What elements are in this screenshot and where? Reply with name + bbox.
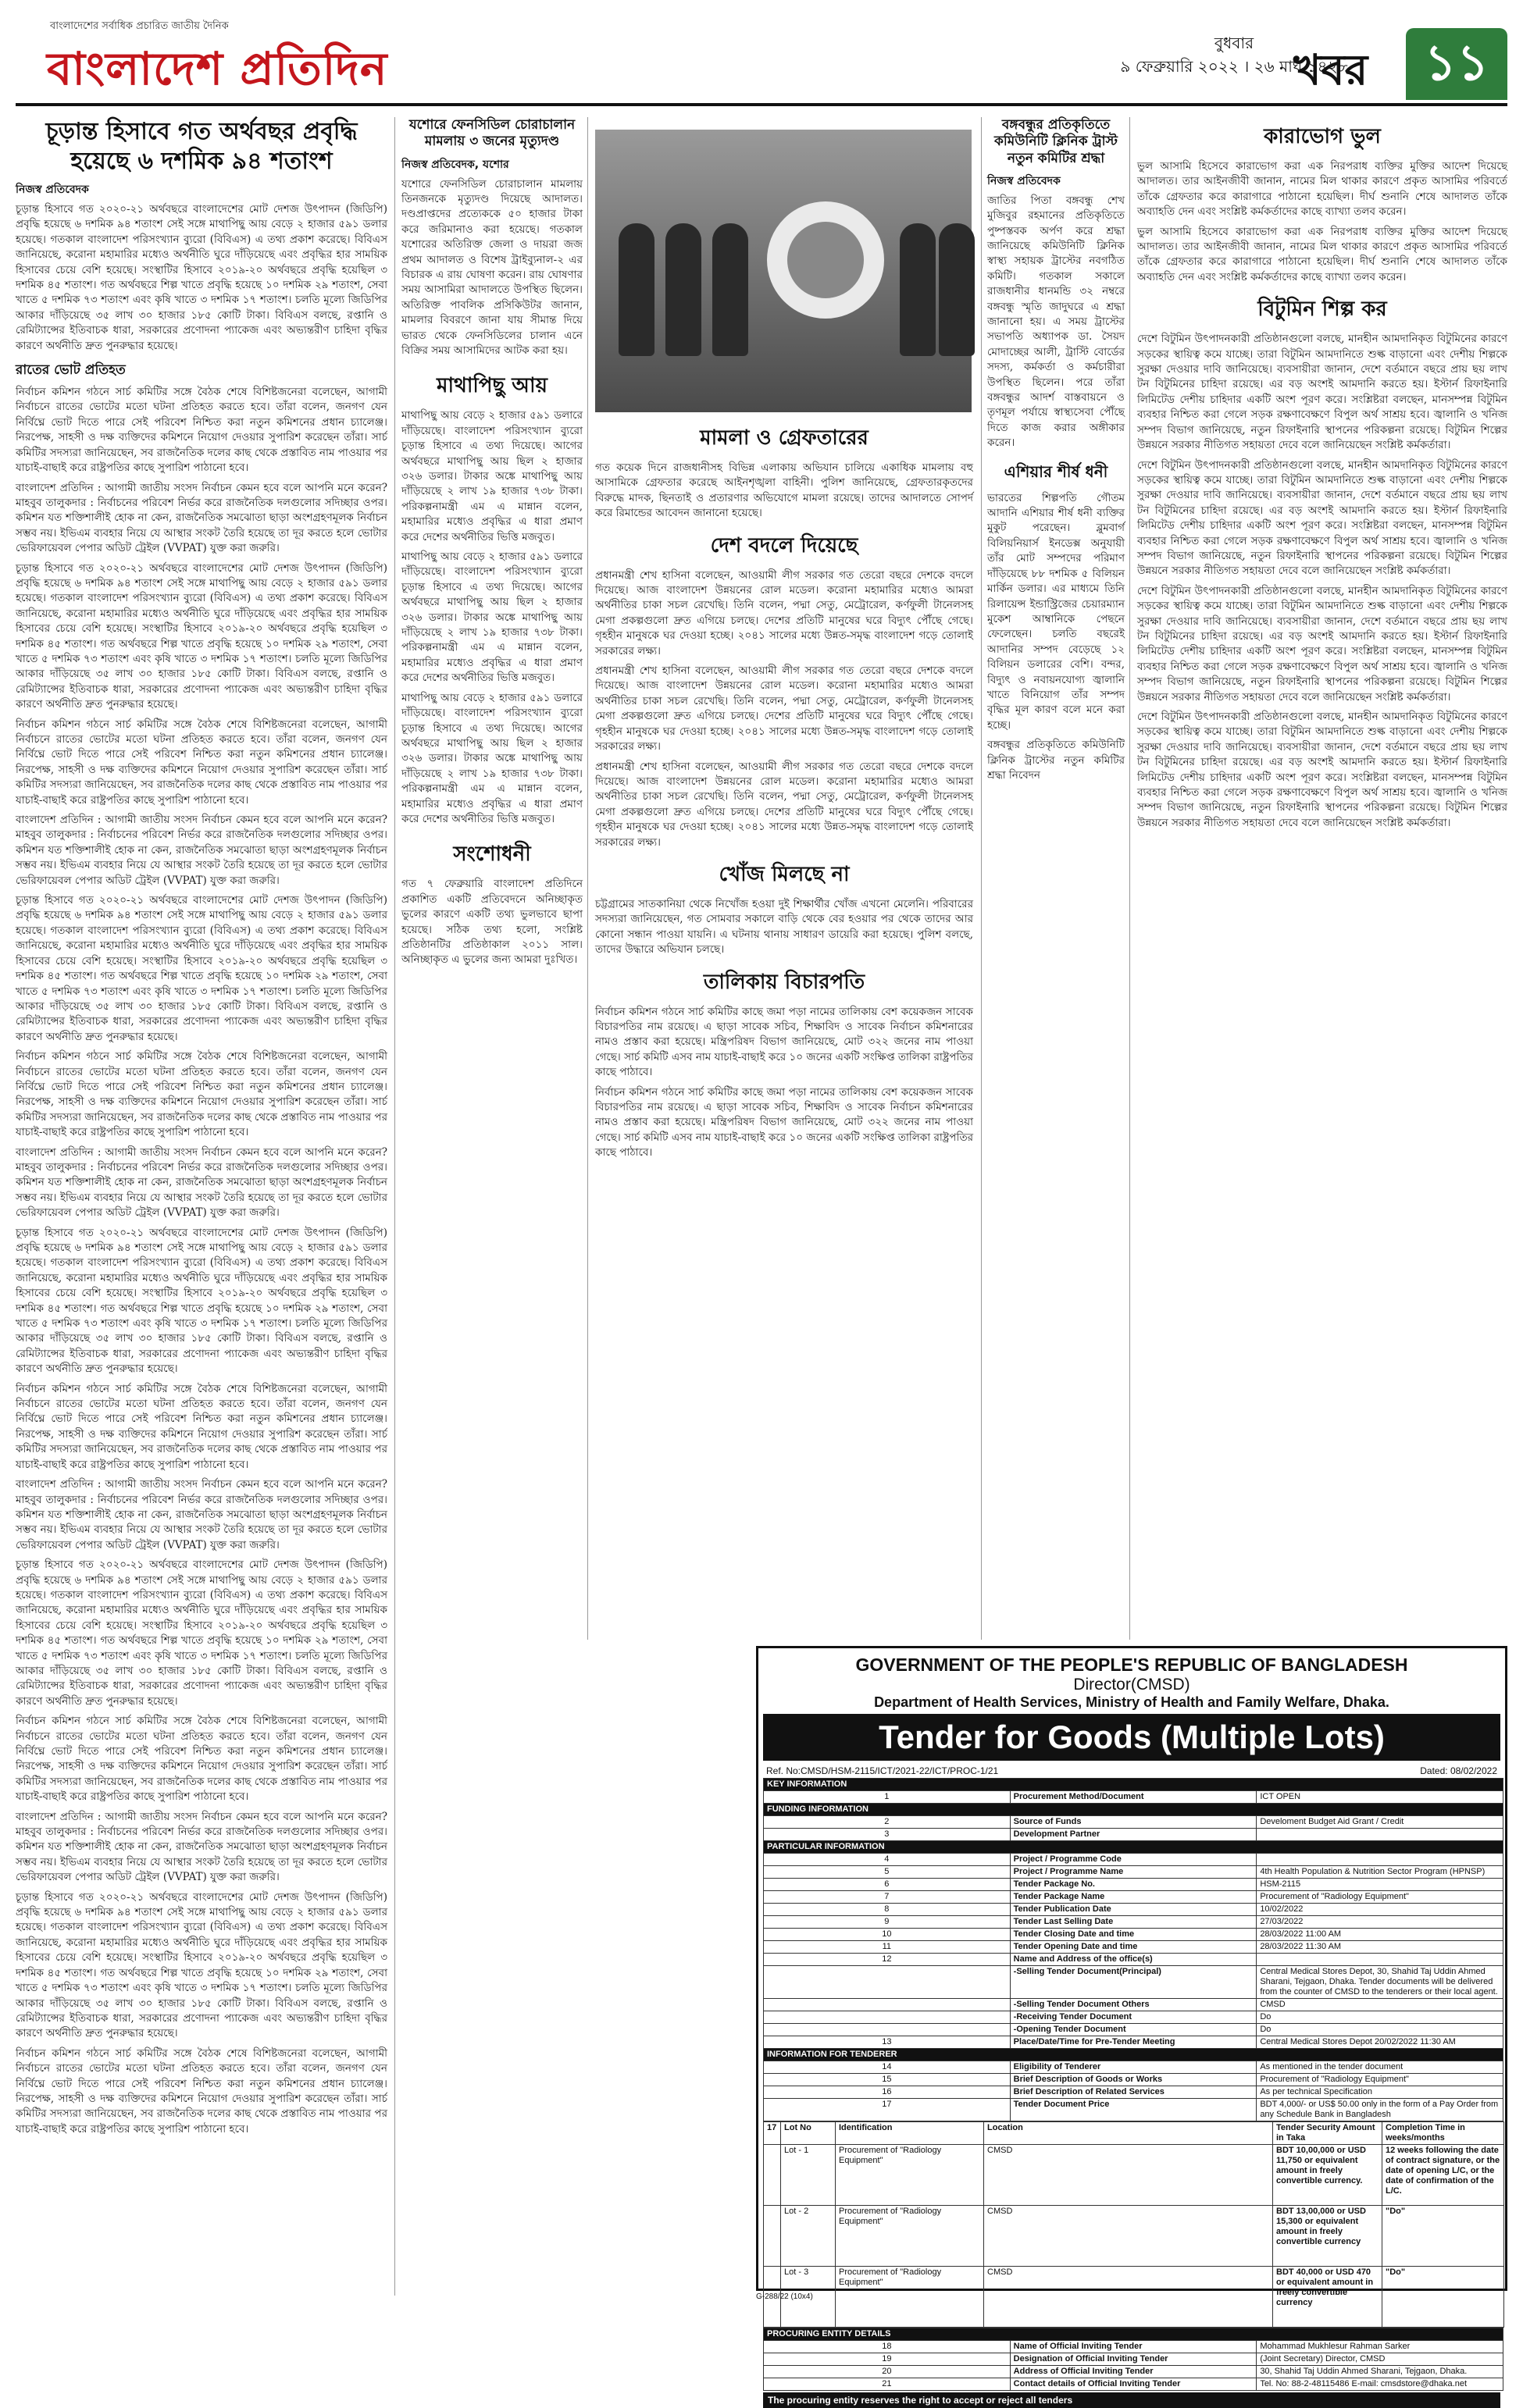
tender-row: [764, 1866, 1503, 1879]
tender-cell-n: 8: [764, 1904, 1011, 1916]
tender-cell-label: Procurement Method/Document: [1010, 1791, 1257, 1804]
masthead-tagline: বাংলাদেশের সর্বাধিক প্রচারিত জাতীয় দৈনিক: [50, 20, 229, 32]
headline-country: দেশ বদলে দিয়েছে: [710, 533, 858, 557]
tender-cell-value: Central Medical Stores Depot 20/02/2022 11:30 AM: [1257, 2036, 1503, 2049]
entity-row: [764, 2378, 1503, 2391]
tender-cell-n: 1: [764, 1791, 1011, 1804]
lot-row: [764, 2206, 1504, 2267]
tender-cell-label: Tender Closing Date and time: [1010, 1929, 1257, 1941]
photo-person: [939, 223, 975, 356]
tender-row: [764, 2036, 1503, 2049]
tender-section-row: [764, 1804, 1503, 1816]
tender-cell-n: 17: [764, 2099, 1011, 2121]
tender-cell-value: As mentioned in the tender document: [1257, 2061, 1503, 2074]
lot-header-sec: Tender Security Amount in Taka: [1273, 2122, 1382, 2145]
tender-section-row: [764, 1841, 1503, 1854]
body-vitamin: দেশে বিটুমিন উৎপাদনকারী প্রতিষ্ঠানগুলো বলছে, মানহীন আমদানিকৃত বিটুমিনের কারণে সড়কের স্থায়িত্ব কমে যাচ্ছে। তারা বিটুমিন আমদানিতে শুল্ক বাড়ানো এবং দেশীয় শিল্পকে সুরক্ষা দেওয়ার দাবি জানিয়েছে। ব্যবসায়ীরা জানান, দেশে বর্তমানে বছরে প্রায় ছয় লাখ টন বিটুমিনের চাহিদা রয়েছে। এর বড় অংশই আমদানি করতে হয়। ইস্টার্ন রিফাইনারি লিমিটেড দেশীয় চাহিদার একটি অংশ পূরণ করে। সংশ্লিষ্টরা বলছেন, মানসম্পন্ন বিটুমিন ব্যবহার নিশ্চিত করা গেলে সড়ক রক্ষণাবেক্ষণে বিপুল অর্থ সাশ্রয় হবে। জ্বালানি ও খনিজ সম্পদ বিভাগ জানিয়েছে, নতুন রিফাইনারি স্থাপনের পরিকল্পনা রয়েছে। বিটুমিন শিল্পের উন্নয়নে সরকার নীতিগত সহায়তা দেবে বলে জানিয়েছেন সংশ্লিষ্ট কর্মকর্তারা।: [1137, 333, 1507, 452]
article-jessore: [401, 117, 583, 1640]
issue-day: বুধবার: [1214, 34, 1254, 52]
body-growth-cont-5: চূড়ান্ত হিসাবে গত ২০২০-২১ অর্থবছরে বাংলাদেশের মোট দেশজ উৎপাদন (জিডিপি) প্রবৃদ্ধি হয়েছে ৬ দশমিক ৯৪ শতাংশ সেই সঙ্গে মাথাপিছু আয় বেড়ে ২ হাজার ৫৯১ ডলার হয়েছে। গতকাল বাংলাদেশ পরিসংখ্যান ব্যুরো (বিবিএস) এ তথ্য প্রকাশ করেছে। বিবিএস জানিয়েছে, করোনা মহামারির মধ্যেও অর্থনীতি ঘুরে দাঁড়িয়েছে এবং প্রবৃদ্ধির হার সাময়িক হিসাবের চেয়ে বেশি হয়েছে। সংস্থাটির হিসাবে ২০১৯-২০ অর্থবছরে প্রবৃদ্ধি হয়েছিল ৩ দশমিক ৪৫ শতাংশ। গত অর্থবছরে শিল্প খাতে প্রবৃদ্ধি হয়েছে ১০ দশমিক ২৯ শতাংশ, সেবা খাতে ৫ দশমিক ৭৩ শতাংশ এবং কৃষি খাতে ৩ দশমিক ১৭ শতাংশ। চলতি মূল্যে জিডিপির আকার দাঁড়িয়েছে ৩৫ লাখ ৩০ হাজার ১৮৫ কোটি টাকা। বিবিএস বলছে, রপ্তানি ও রেমিট্যান্সের ইতিবাচক ধারা, সরকারের প্রণোদনা প্যাকেজ এবং অভ্যন্তরীণ চাহিদা বৃদ্ধির কারণে অর্থনীতি দ্রুত পুনরুদ্ধার হয়েছে।: [16, 1890, 387, 2040]
tender-cell-n: 13: [764, 2036, 1011, 2049]
tender-cell-label: Source of Funds: [1010, 1816, 1257, 1829]
entity-cell-label: Name of Official Inviting Tender: [1010, 2341, 1257, 2353]
lot-cell-comp: "Do": [1382, 2206, 1504, 2267]
tender-cell-n: 5: [764, 1866, 1011, 1879]
entity-table: [763, 2328, 1503, 2391]
body-judges: নির্বাচন কমিশন গঠনে সার্চ কমিটির কাছে জমা পড়া নামের তালিকায় বেশ কয়েকজন সাবেক বিচারপতির নাম রয়েছে। এ ছাড়া সাবেক সচিব, শিক্ষাবিদ ও সাবেক নির্বাচন কমিশনারের নামও প্রস্তাব করা হয়েছে। মন্ত্রিপরিষদ বিভাগ জানিয়েছে, মোট ৩২২ জনের নাম পাওয়া গেছে। সার্চ কমিটি এসব নাম যাচাই-বাছাই করে ১০ জনের একটি সংক্ষিপ্ত তালিকা রাষ্ট্রপতির কাছে পাঠাবে।: [595, 1005, 973, 1079]
tender-cell-n: [764, 1999, 1011, 2011]
lot-header-lot: Lot No: [781, 2122, 836, 2145]
entity-cell-value: Mohammad Mukhlesur Rahman Sarker: [1257, 2341, 1503, 2353]
tender-cell-n: 11: [764, 1941, 1011, 1954]
tender-cell-n: 4: [764, 1854, 1011, 1866]
body-country-cont: প্রধানমন্ত্রী শেখ হাসিনা বলেছেন, আওয়ামী লীগ সরকার গত তেরো বছরে দেশকে বদলে দিয়েছে। আজ বাংলাদেশ উন্নয়নের রোল মডেল। করোনা মহামারির মধ্যেও আমরা অর্থনীতির চাকা সচল রেখেছি। তিনি বলেন, পদ্মা সেতু, মেট্রোরেল, কর্ণফুলী টানেলসহ মেগা প্রকল্পগুলো দ্রুত এগিয়ে চলছে। দেশের প্রতিটি মানুষের ঘরে বিদ্যুৎ পৌঁছে গেছে। গৃহহীন মানুষকে ঘর দেওয়া হচ্ছে। ২০৪১ সালের মধ্যে উন্নত-সমৃদ্ধ বাংলাদেশ গড়ে তোলাই সরকারের লক্ষ্য।: [595, 664, 973, 753]
headline-vitamin: বিটুমিন শিল্প কর: [1257, 297, 1387, 322]
masthead: [16, 11, 1507, 106]
tender-cell-value: 10/02/2022: [1257, 1904, 1503, 1916]
lot-header-loc: Location: [984, 2122, 1273, 2145]
photo-person: [665, 223, 701, 356]
tender-cell-label: Tender Package No.: [1010, 1879, 1257, 1891]
photo-caption: বঙ্গবন্ধুর প্রতিকৃতিতে কমিউনিটি ক্লিনিক ট্রাস্টের নতুন কমিটির শ্রদ্ধা নিবেদন: [987, 739, 1125, 782]
lot-cell-sec: BDT 40,000 or USD 470 or equivalent amount in freely convertible currency: [1273, 2267, 1382, 2328]
entity-cell-n: 19: [764, 2353, 1011, 2366]
article-arrest: [595, 419, 973, 1637]
headline-arrest: মামলা ও গ্রেফতারের: [700, 426, 869, 450]
tender-cell-label: -Selling Tender Document(Principal): [1010, 1966, 1257, 1999]
tender-section-row: [764, 1779, 1503, 1791]
tender-row: [764, 1954, 1503, 1966]
body-vote-cont-4: নির্বাচন কমিশন গঠনে সার্চ কমিটির সঙ্গে বৈঠক শেষে বিশিষ্টজনেরা বলেছেন, আগামী নির্বাচনে রাতের ভোটের মতো ঘটনা প্রতিহত করতে হবে। তাঁরা বলেন, জনগণ যেন নির্বিঘ্নে ভোট দিতে পারে সেই পরিবেশ নিশ্চিত করা নতুন কমিশনের প্রধান চ্যালেঞ্জ। নিরপেক্ষ, সাহসী ও দক্ষ ব্যক্তিদের কমিশনে নিয়োগ দেওয়ার সুপারিশ করেছেন তাঁরা। সার্চ কমিটির সদস্যরা জানিয়েছেন, সব রাজনৈতিক দলের কাছ থেকে প্রস্তাবিত নাম পাওয়ার পর যাচাই-বাছাই করে রাষ্ট্রপতির কাছে সুপারিশ পাঠানো হবে।: [16, 1715, 387, 1804]
page-number: ১১: [1406, 28, 1507, 100]
tender-row: [764, 1879, 1503, 1891]
tender-row: [764, 1929, 1503, 1941]
news-photo: [595, 130, 972, 412]
tender-cell-label: Project / Programme Code: [1010, 1854, 1257, 1866]
tender-cell-label: Name and Address of the office(s): [1010, 1954, 1257, 1966]
photo-person: [712, 223, 748, 356]
byline-jessore: নিজস্ব প্রতিবেদক, যশোর: [401, 158, 509, 171]
tender-cell-label: Project / Programme Name: [1010, 1866, 1257, 1879]
lot-cell-loc: CMSD: [984, 2145, 1273, 2206]
lot-header-row: [764, 2122, 1504, 2145]
tender-cell-n: 16: [764, 2086, 1011, 2099]
body-jessore: যশোরে ফেনসিডিল চোরাচালান মামলায় তিনজনকে মৃত্যুদণ্ড দিয়েছে আদালত। দণ্ডপ্রাপ্তদের প্রত্যেককে ৫০ হাজার টাকা করে জরিমানাও করা হয়েছে। গতকাল যশোরের অতিরিক্ত জেলা ও দায়রা জজ প্রথম আদালত ও বিশেষ ট্রাইব্যুনাল-২ এর বিচারক এ রায় ঘোষণা করেন। রায় ঘোষণার সময় আসামিরা আদালতে উপস্থিত ছিলেন। অতিরিক্ত পাবলিক প্রসিকিউটর জানান, মামলার বিবরণে জানা যায় সীমান্ত দিয়ে ভারত থেকে ফেনসিডিলের চালান এনে বিক্রির সময় আসামিদের আটক করা হয়।: [401, 177, 583, 357]
body-arrest: গত কয়েক দিনে রাজধানীসহ বিভিন্ন এলাকায় অভিযান চালিয়ে একাধিক মামলায় বহু আসামিকে গ্রেফতার করেছে আইনশৃঙ্খলা বাহিনী। পুলিশ জানিয়েছে, গ্রেফতারকৃতদের বিরুদ্ধে মাদক, ছিনতাই ও প্রতারণার অভিযোগে মামলা রয়েছে। তাদের আদালতে সোপর্দ করে রিমান্ডের আবেদন জানানো হয়েছে।: [595, 461, 973, 520]
lot-cell-loc: CMSD: [984, 2267, 1273, 2328]
lot-header-comp: Completion Time in weeks/months: [1382, 2122, 1504, 2145]
tender-cell-value: [1257, 1954, 1503, 1966]
issue-date-text: ৯ ফেব্রুয়ারি ২০২২ । ২৬ মাঘ ১৪২৮: [1120, 57, 1348, 76]
tender-cell-value: 28/03/2022 11:30 AM: [1257, 1941, 1503, 1954]
tender-cell-n: [764, 2024, 1011, 2036]
lot-header-n: 17: [764, 2122, 781, 2145]
entity-cell-label: Address of Official Inviting Tender: [1010, 2366, 1257, 2378]
tender-row: [764, 1904, 1503, 1916]
entity-head: PROCURING ENTITY DETAILS: [764, 2328, 1503, 2341]
photo-person: [619, 223, 654, 356]
tender-ref-row: [758, 1764, 1505, 1778]
tender-cell-value: Do: [1257, 2024, 1503, 2036]
headline-missing: খোঁজ মিলছে না: [719, 862, 850, 886]
entity-cell-n: 21: [764, 2378, 1011, 2391]
body-vote-interview-cont: বাংলাদেশ প্রতিদিন : আগামী জাতীয় সংসদ নির্বাচন কেমন হবে বলে আপনি মনে করেন? মাহবুব তালুকদার : নির্বাচনের পরিবেশ নির্ভর করে রাজনৈতিক দলগুলোর সদিচ্ছার ওপর। কমিশন যত শক্তিশালীই হোক না কেন, রাজনৈতিক সমঝোতা ছাড়া অংশগ্রহণমূলক নির্বাচন সম্ভব নয়। ইভিএম ব্যবহার নিয়ে যে আস্থার সংকট তৈরি হয়েছে তা দূর করতে হলে ভোটার ভেরিফায়েবল পেপার অডিট ট্রেইল (VVPAT) যুক্ত করা জরুরি।: [16, 814, 387, 887]
tender-cell-value: Central Medical Stores Depot, 30, Shahid Taj Uddin Ahmed Sharani, Tejgaon, Dhaka. Tender documents will be delivered from the counter of CMSD to the tenderers or their local agent.: [1257, 1966, 1503, 1999]
tender-cell-value: BDT 4,000/- or US$ 50.00 only in the form of a Pay Order from any Schedule Bank in Bangladesh: [1257, 2099, 1503, 2121]
entity-cell-value: Tel. No: 88-2-48115486 E-mail: cmsdstore@dhaka.net: [1257, 2378, 1503, 2391]
lot-cell-lot: Lot - 3: [781, 2267, 836, 2328]
photo-person: [900, 223, 936, 356]
body-missing: চট্টগ্রামের সাতকানিয়া থেকে নিখোঁজ হওয়া দুই শিক্ষার্থীর খোঁজ এখনো মেলেনি। পরিবারের সদস্যরা জানিয়েছেন, গত সোমবার সকালে বাড়ি থেকে বের হওয়ার পর থেকে তাদের আর কোনো সন্ধান পাওয়া যায়নি। এ ঘটনায় থানায় সাধারণ ডায়েরি করা হয়েছে। পুলিশ বলছে, তাদের উদ্ধারে অভিযান চলছে।: [595, 897, 973, 956]
body-growth-cont-3: চূড়ান্ত হিসাবে গত ২০২০-২১ অর্থবছরে বাংলাদেশের মোট দেশজ উৎপাদন (জিডিপি) প্রবৃদ্ধি হয়েছে ৬ দশমিক ৯৪ শতাংশ সেই সঙ্গে মাথাপিছু আয় বেড়ে ২ হাজার ৫৯১ ডলার হয়েছে। গতকাল বাংলাদেশ পরিসংখ্যান ব্যুরো (বিবিএস) এ তথ্য প্রকাশ করেছে। বিবিএস জানিয়েছে, করোনা মহামারির মধ্যেও অর্থনীতি ঘুরে দাঁড়িয়েছে এবং প্রবৃদ্ধির হার সাময়িক হিসাবের চেয়ে বেশি হয়েছে। সংস্থাটির হিসাবে ২০১৯-২০ অর্থবছরে প্রবৃদ্ধি হয়েছিল ৩ দশমিক ৪৫ শতাংশ। গত অর্থবছরে শিল্প খাতে প্রবৃদ্ধি হয়েছে ১০ দশমিক ২৯ শতাংশ, সেবা খাতে ৫ দশমিক ৭৩ শতাংশ এবং কৃষি খাতে ৩ দশমিক ১৭ শতাংশ। চলতি মূল্যে জিডিপির আকার দাঁড়িয়েছে ৩৫ লাখ ৩০ হাজার ১৮৫ কোটি টাকা। বিবিএস বলছে, রপ্তানি ও রেমিট্যান্সের ইতিবাচক ধারা, সরকারের প্রণোদনা প্যাকেজ এবং অভ্যন্তরীণ চাহিদা বৃদ্ধির কারণে অর্থনীতি দ্রুত পুনরুদ্ধার হয়েছে।: [16, 1226, 387, 1376]
lot-cell-comp: "Do": [1382, 2267, 1504, 2328]
body-vitamin-cont-2: দেশে বিটুমিন উৎপাদনকারী প্রতিষ্ঠানগুলো বলছে, মানহীন আমদানিকৃত বিটুমিনের কারণে সড়কের স্থায়িত্ব কমে যাচ্ছে। তারা বিটুমিন আমদানিতে শুল্ক বাড়ানো এবং দেশীয় শিল্পকে সুরক্ষা দেওয়ার দাবি জানিয়েছে। ব্যবসায়ীরা জানান, দেশে বর্তমানে বছরে প্রায় ছয় লাখ টন বিটুমিনের চাহিদা রয়েছে। এর বড় অংশই আমদানি করতে হয়। ইস্টার্ন রিফাইনারি লিমিটেড দেশীয় চাহিদার একটি অংশ পূরণ করে। সংশ্লিষ্টরা বলছেন, মানসম্পন্ন বিটুমিন ব্যবহার নিশ্চিত করা গেলে সড়ক রক্ষণাবেক্ষণে বিপুল অর্থ সাশ্রয় হবে। জ্বালানি ও খনিজ সম্পদ বিভাগ জানিয়েছে, নতুন রিফাইনারি স্থাপনের পরিকল্পনা রয়েছে। বিটুমিন শিল্পের উন্নয়নে সরকার নীতিগত সহায়তা দেবে বলে জানিয়েছেন সংশ্লিষ্ট কর্মকর্তারা।: [1137, 584, 1507, 704]
tender-dept: Department of Health Services, Ministry of Health and Family Welfare, Dhaka.: [874, 1694, 1389, 1710]
headline-vote: রাতের ভোট প্রতিহত: [16, 362, 126, 379]
tender-cell-n: 7: [764, 1891, 1011, 1904]
article-prison: [1137, 117, 1507, 1640]
body-growth-cont: চূড়ান্ত হিসাবে গত ২০২০-২১ অর্থবছরে বাংলাদেশের মোট দেশজ উৎপাদন (জিডিপি) প্রবৃদ্ধি হয়েছে ৬ দশমিক ৯৪ শতাংশ সেই সঙ্গে মাথাপিছু আয় বেড়ে ২ হাজার ৫৯১ ডলার হয়েছে। গতকাল বাংলাদেশ পরিসংখ্যান ব্যুরো (বিবিএস) এ তথ্য প্রকাশ করেছে। বিবিএস জানিয়েছে, করোনা মহামারির মধ্যেও অর্থনীতি ঘুরে দাঁড়িয়েছে এবং প্রবৃদ্ধির হার সাময়িক হিসাবের চেয়ে বেশি হয়েছে। সংস্থাটির হিসাবে ২০১৯-২০ অর্থবছরে প্রবৃদ্ধি হয়েছিল ৩ দশমিক ৪৫ শতাংশ। গত অর্থবছরে শিল্প খাতে প্রবৃদ্ধি হয়েছে ১০ দশমিক ২৯ শতাংশ, সেবা খাতে ৫ দশমিক ৭৩ শতাংশ এবং কৃষি খাতে ৩ দশমিক ১৭ শতাংশ। চলতি মূল্যে জিডিপির আকার দাঁড়িয়েছে ৩৫ লাখ ৩০ হাজার ১৮৫ কোটি টাকা। বিবিএস বলছে, রপ্তানি ও রেমিট্যান্সের ইতিবাচক ধারা, সরকারের প্রণোদনা প্যাকেজ এবং অভ্যন্তরীণ চাহিদা বৃদ্ধির কারণে অর্থনীতি দ্রুত পুনরুদ্ধার হয়েছে।: [16, 561, 387, 711]
ad-code: G-288/22 (10x4): [756, 2292, 813, 2301]
lot-cell-sec: BDT 13,00,000 or USD 15,300 or equivalent amount in freely convertible currency: [1273, 2206, 1382, 2267]
body-vote-cont-2: নির্বাচন কমিশন গঠনে সার্চ কমিটির সঙ্গে বৈঠক শেষে বিশিষ্টজনেরা বলেছেন, আগামী নির্বাচনে রাতের ভোটের মতো ঘটনা প্রতিহত করতে হবে। তাঁরা বলেন, জনগণ যেন নির্বিঘ্নে ভোট দিতে পারে সেই পরিবেশ নিশ্চিত করা নতুন কমিশনের প্রধান চ্যালেঞ্জ। নিরপেক্ষ, সাহসী ও দক্ষ ব্যক্তিদের কমিশনে নিয়োগ দেওয়ার সুপারিশ করেছেন তাঁরা। সার্চ কমিটির সদস্যরা জানিয়েছেন, সব রাজনৈতিক দলের কাছ থেকে প্রস্তাবিত নাম পাওয়ার পর যাচাই-বাছাই করে রাষ্ট্রপতির কাছে সুপারিশ পাঠানো হবে।: [16, 1050, 387, 1139]
body-correction: গত ৭ ফেব্রুয়ারি বাংলাদেশ প্রতিদিনে প্রকাশিত একটি প্রতিবেদনে অনিচ্ছাকৃত ভুলের কারণে একটি তথ্য ভুলভাবে ছাপা হয়েছে। সঠিক তথ্য হলো, সংশ্লিষ্ট প্রতিষ্ঠানটির প্রতিষ্ঠাকাল ২০১১ সাল। অনিচ্ছাকৃত এ ভুলের জন্য আমরা দুঃখিত।: [401, 878, 583, 967]
lot-cell-blank: [764, 2206, 781, 2267]
tender-cell-value: HSM-2115: [1257, 1879, 1503, 1891]
column-rule: [587, 117, 588, 1640]
tender-cell-value: Procurement of "Radiology Equipment": [1257, 1891, 1503, 1904]
tender-row: [764, 2074, 1503, 2086]
entity-row: [764, 2366, 1503, 2378]
tender-row: [764, 1854, 1503, 1866]
tender-row: [764, 1999, 1503, 2011]
lot-cell-ident: Procurement of "Radiology Equipment": [836, 2206, 984, 2267]
tender-row: [764, 2099, 1503, 2121]
tender-cell-value: ICT OPEN: [1257, 1791, 1503, 1804]
body-asia: ভারতের শিল্পপতি গৌতম আদানি এশিয়ার শীর্ষ ধনী ব্যক্তির মুকুট পরেছেন। ব্লুমবার্গ বিলিয়নিয়ার্স ইনডেক্স অনুযায়ী তাঁর মোট সম্পদের পরিমাণ দাঁড়িয়েছে ৮৮ দশমিক ৫ বিলিয়ন মার্কিন ডলার। এর মাধ্যমে তিনি রিলায়েন্স ইন্ডাস্ট্রিজের চেয়ারম্যান মুকেশ আম্বানিকে পেছনে ফেলেছেন। চলতি বছরেই আদানির সম্পদ বেড়েছে ১২ বিলিয়ন ডলারের বেশি। বন্দর, বিদ্যুৎ ও নবায়নযোগ্য জ্বালানি খাতে বিনিয়োগ তাঁর সম্পদ বৃদ্ধির মূল কারণ বলে মনে করা হচ্ছে।: [987, 491, 1125, 732]
tender-cell-value: 27/03/2022: [1257, 1916, 1503, 1929]
body-vote-cont-5: নির্বাচন কমিশন গঠনে সার্চ কমিটির সঙ্গে বৈঠক শেষে বিশিষ্টজনেরা বলেছেন, আগামী নির্বাচনে রাতের ভোটের মতো ঘটনা প্রতিহত করতে হবে। তাঁরা বলেন, জনগণ যেন নির্বিঘ্নে ভোট দিতে পারে সেই পরিবেশ নিশ্চিত করা নতুন কমিশনের প্রধান চ্যালেঞ্জ। নিরপেক্ষ, সাহসী ও দক্ষ ব্যক্তিদের কমিশনে নিয়োগ দেওয়ার সুপারিশ করেছেন তাঁরা। সার্চ কমিটির সদস্যরা জানিয়েছেন, সব রাজনৈতিক দলের কাছ থেকে প্রস্তাবিত নাম পাওয়ার পর যাচাই-বাছাই করে রাষ্ট্রপতির কাছে সুপারিশ পাঠানো হবে।: [16, 2046, 387, 2135]
tender-cell-label: Tender Package Name: [1010, 1891, 1257, 1904]
tender-cell-n: 2: [764, 1816, 1011, 1829]
tender-section-head: FUNDING INFORMATION: [764, 1804, 1503, 1816]
tender-row: [764, 1916, 1503, 1929]
headline-asia: এশিয়ার শীর্ষ ধনী: [1004, 461, 1108, 481]
tender-section-row: [764, 2049, 1503, 2061]
tender-row: [764, 1941, 1503, 1954]
photo-wreath: [767, 201, 884, 319]
tender-row: [764, 1791, 1503, 1804]
tender-cell-label: Tender Opening Date and time: [1010, 1941, 1257, 1954]
tender-cell-value: CMSD: [1257, 1999, 1503, 2011]
tender-section-head: KEY INFORMATION: [764, 1779, 1503, 1791]
headline-prison: কারাভোগ ভুল: [1264, 125, 1381, 148]
body-prison: ভুল আসামি হিসেবে কারাভোগ করা এক নিরপরাধ ব্যক্তির মুক্তির আদেশ দিয়েছে আদালত। তার আইনজীবী জানান, নামের মিল থাকার কারণে প্রকৃত আসামির পরিবর্তে তাঁকে গ্রেফতার করে কারাগারে পাঠানো হয়েছিল। দীর্ঘ শুনানি শেষে আদালত তাঁকে অব্যাহতি দেন এবং সংশ্লিষ্ট কর্মকর্তাদের কাছে ব্যাখ্যা তলব করেন।: [1137, 160, 1507, 219]
tender-row: [764, 1829, 1503, 1841]
tender-row: [764, 2086, 1503, 2099]
body-vote-interview-cont-4: বাংলাদেশ প্রতিদিন : আগামী জাতীয় সংসদ নির্বাচন কেমন হবে বলে আপনি মনে করেন? মাহবুব তালুকদার : নির্বাচনের পরিবেশ নির্ভর করে রাজনৈতিক দলগুলোর সদিচ্ছার ওপর। কমিশন যত শক্তিশালীই হোক না কেন, রাজনৈতিক সমঝোতা ছাড়া অংশগ্রহণমূলক নির্বাচন সম্ভব নয়। ইভিএম ব্যবহার নিয়ে যে আস্থার সংকট তৈরি হয়েছে তা দূর করতে হলে ভোটার ভেরিফায়েবল পেপার অডিট ট্রেইল (VVPAT) যুক্ত করা জরুরি।: [16, 1810, 387, 1884]
tender-cell-label: Brief Description of Related Services: [1010, 2086, 1257, 2099]
body-vote-cont: নির্বাচন কমিশন গঠনে সার্চ কমিটির সঙ্গে বৈঠক শেষে বিশিষ্টজনেরা বলেছেন, আগামী নির্বাচনে রাতের ভোটের মতো ঘটনা প্রতিহত করতে হবে। তাঁরা বলেন, জনগণ যেন নির্বিঘ্নে ভোট দিতে পারে সেই পরিবেশ নিশ্চিত করা নতুন কমিশনের প্রধান চ্যালেঞ্জ। নিরপেক্ষ, সাহসী ও দক্ষ ব্যক্তিদের কমিশনে নিয়োগ দেওয়ার সুপারিশ করেছেন তাঁরা। সার্চ কমিটির সদস্যরা জানিয়েছেন, সব রাজনৈতিক দলের কাছ থেকে প্রস্তাবিত নাম পাওয়ার পর যাচাই-বাছাই করে রাষ্ট্রপতির কাছে সুপারিশ পাঠানো হবে।: [16, 718, 387, 807]
tender-cell-value: 4th Health Population & Nutrition Sector Program (HPNSP): [1257, 1866, 1503, 1879]
tender-cell-label: Brief Description of Goods or Works: [1010, 2074, 1257, 2086]
tender-cell-value: [1257, 1854, 1503, 1866]
lot-cell-blank: [764, 2145, 781, 2206]
body-vote-interview: বাংলাদেশ প্রতিদিন : আগামী জাতীয় সংসদ নির্বাচন কেমন হবে বলে আপনি মনে করেন? মাহবুব তালুকদার : নির্বাচনের পরিবেশ নির্ভর করে রাজনৈতিক দলগুলোর সদিচ্ছার ওপর। কমিশন যত শক্তিশালীই হোক না কেন, রাজনৈতিক সমঝোতা ছাড়া অংশগ্রহণমূলক নির্বাচন সম্ভব নয়। ইভিএম ব্যবহার নিয়ে যে আস্থার সংকট তৈরি হয়েছে তা দূর করতে হলে ভোটার ভেরিফায়েবল পেপার অডিট ট্রেইল (VVPAT) যুক্ত করা জরুরি।: [16, 481, 387, 555]
tender-cell-label: Tender Publication Date: [1010, 1904, 1257, 1916]
lot-row: [764, 2145, 1504, 2206]
tender-ref: Ref. No:CMSD/HSM-2115/ICT/2021-22/ICT/PROC-1/21: [766, 1765, 999, 1776]
body-bangabandhu: জাতির পিতা বঙ্গবন্ধু শেখ মুজিবুর রহমানের প্রতিকৃতিতে পুষ্পস্তবক অর্পণ করে শ্রদ্ধা জানিয়েছে কমিউনিটি ক্লিনিক স্বাস্থ্য সহায়ক ট্রাস্টের নবগঠিত কমিটি। গতকাল সকালে রাজধানীর ধানমন্ডি ৩২ নম্বরে বঙ্গবন্ধু স্মৃতি জাদুঘরে এ শ্রদ্ধা জানানো হয়। এ সময় ট্রাস্টের সভাপতি অধ্যাপক ডা. সৈয়দ মোদাচ্ছের আলী, ট্রাস্টি বোর্ডের সদস্য, কর্মকর্তা ও কর্মচারীরা উপস্থিত ছিলেন। পরে তাঁরা বঙ্গবন্ধুর আদর্শ বাস্তবায়নে ও তৃণমূল পর্যায়ে স্বাস্থ্যসেবা পৌঁছে দিতে কাজ করার অঙ্গীকার করেন।: [987, 194, 1125, 450]
tender-cell-value: Do: [1257, 2011, 1503, 2024]
tender-title: Tender for Goods (Multiple Lots): [763, 1714, 1500, 1761]
body-vote-interview-cont-2: বাংলাদেশ প্রতিদিন : আগামী জাতীয় সংসদ নির্বাচন কেমন হবে বলে আপনি মনে করেন? মাহবুব তালুকদার : নির্বাচনের পরিবেশ নির্ভর করে রাজনৈতিক দলগুলোর সদিচ্ছার ওপর। কমিশন যত শক্তিশালীই হোক না কেন, রাজনৈতিক সমঝোতা ছাড়া অংশগ্রহণমূলক নির্বাচন সম্ভব নয়। ইভিএম ব্যবহার নিয়ে যে আস্থার সংকট তৈরি হয়েছে তা দূর করতে হলে ভোটার ভেরিফায়েবল পেপার অডিট ট্রেইল (VVPAT) যুক্ত করা জরুরি।: [16, 1145, 387, 1220]
body-growth: চূড়ান্ত হিসাবে গত ২০২০-২১ অর্থবছরে বাংলাদেশের মোট দেশজ উৎপাদন (জিডিপি) প্রবৃদ্ধি হয়েছে ৬ দশমিক ৯৪ শতাংশ সেই সঙ্গে মাথাপিছু আয় বেড়ে ২ হাজার ৫৯১ ডলার হয়েছে। গতকাল বাংলাদেশ পরিসংখ্যান ব্যুরো (বিবিএস) এ তথ্য প্রকাশ করেছে। বিবিএস জানিয়েছে, করোনা মহামারির মধ্যেও অর্থনীতি ঘুরে দাঁড়িয়েছে এবং প্রবৃদ্ধির হার সাময়িক হিসাবের চেয়ে বেশি হয়েছে। সংস্থাটির হিসাবে ২০১৯-২০ অর্থবছরে প্রবৃদ্ধি হয়েছিল ৩ দশমিক ৪৫ শতাংশ। গত অর্থবছরে শিল্প খাতে প্রবৃদ্ধি হয়েছে ১০ দশমিক ২৯ শতাংশ, সেবা খাতে ৫ দশমিক ৭৩ শতাংশ এবং কৃষি খাতে ৩ দশমিক ১৭ শতাংশ। চলতি মূল্যে জিডিপির আকার দাঁড়িয়েছে ৩৫ লাখ ৩০ হাজার ১৮৫ কোটি টাকা। বিবিএস বলছে, রপ্তানি ও রেমিট্যান্সের ইতিবাচক ধারা, সরকারের প্রণোদনা প্যাকেজ এবং অভ্যন্তরীণ চাহিদা বৃদ্ধির কারণে অর্থনীতি দ্রুত পুনরুদ্ধার হয়েছে।: [16, 203, 387, 352]
lot-cell-ident: Procurement of "Radiology Equipment": [836, 2267, 984, 2328]
tender-table: [763, 1778, 1503, 2121]
article-growth: [16, 117, 387, 2292]
tender-footer: The procuring entity reserves the right to accept or reject all tenders: [763, 2392, 1500, 2408]
headline-judges: তালিকায় বিচারপতি: [703, 970, 865, 994]
body-vote-cont-3: নির্বাচন কমিশন গঠনে সার্চ কমিটির সঙ্গে বৈঠক শেষে বিশিষ্টজনেরা বলেছেন, আগামী নির্বাচনে রাতের ভোটের মতো ঘটনা প্রতিহত করতে হবে। তাঁরা বলেন, জনগণ যেন নির্বিঘ্নে ভোট দিতে পারে সেই পরিবেশ নিশ্চিত করা নতুন কমিশনের প্রধান চ্যালেঞ্জ। নিরপেক্ষ, সাহসী ও দক্ষ ব্যক্তিদের কমিশনে নিয়োগ দেওয়ার সুপারিশ করেছেন তাঁরা। সার্চ কমিটির সদস্যরা জানিয়েছেন, সব রাজনৈতিক দলের কাছ থেকে প্রস্তাবিত নাম পাওয়ার পর যাচাই-বাছাই করে রাষ্ট্রপতির কাছে সুপারিশ পাঠানো হবে।: [16, 1382, 387, 1471]
tender-row: [764, 2061, 1503, 2074]
body-prison-cont: ভুল আসামি হিসেবে কারাভোগ করা এক নিরপরাধ ব্যক্তির মুক্তির আদেশ দিয়েছে আদালত। তার আইনজীবী জানান, নামের মিল থাকার কারণে প্রকৃত আসামির পরিবর্তে তাঁকে গ্রেফতার করে কারাগারে পাঠানো হয়েছিল। দীর্ঘ শুনানি শেষে আদালত তাঁকে অব্যাহতি দেন এবং সংশ্লিষ্ট কর্মকর্তাদের কাছে ব্যাখ্যা তলব করেন।: [1137, 225, 1507, 283]
tender-cell-label: Eligibility of Tenderer: [1010, 2061, 1257, 2074]
tender-row: [764, 1816, 1503, 1829]
tender-cell-label: -Receiving Tender Document: [1010, 2011, 1257, 2024]
entity-cell-label: Designation of Official Inviting Tender: [1010, 2353, 1257, 2366]
tender-cell-label: Tender Last Selling Date: [1010, 1916, 1257, 1929]
newspaper-logo: বাংলাদেশ প্রতিদিন: [47, 42, 388, 95]
body-growth-cont-4: চূড়ান্ত হিসাবে গত ২০২০-২১ অর্থবছরে বাংলাদেশের মোট দেশজ উৎপাদন (জিডিপি) প্রবৃদ্ধি হয়েছে ৬ দশমিক ৯৪ শতাংশ সেই সঙ্গে মাথাপিছু আয় বেড়ে ২ হাজার ৫৯১ ডলার হয়েছে। গতকাল বাংলাদেশ পরিসংখ্যান ব্যুরো (বিবিএস) এ তথ্য প্রকাশ করেছে। বিবিএস জানিয়েছে, করোনা মহামারির মধ্যেও অর্থনীতি ঘুরে দাঁড়িয়েছে এবং প্রবৃদ্ধির হার সাময়িক হিসাবের চেয়ে বেশি হয়েছে। সংস্থাটির হিসাবে ২০১৯-২০ অর্থবছরে প্রবৃদ্ধি হয়েছিল ৩ দশমিক ৪৫ শতাংশ। গত অর্থবছরে শিল্প খাতে প্রবৃদ্ধি হয়েছে ১০ দশমিক ২৯ শতাংশ, সেবা খাতে ৫ দশমিক ৭৩ শতাংশ এবং কৃষি খাতে ৩ দশমিক ১৭ শতাংশ। চলতি মূল্যে জিডিপির আকার দাঁড়িয়েছে ৩৫ লাখ ৩০ হাজার ১৮৫ কোটি টাকা। বিবিএস বলছে, রপ্তানি ও রেমিট্যান্সের ইতিবাচক ধারা, সরকারের প্রণোদনা প্যাকেজ এবং অভ্যন্তরীণ চাহিদা বৃদ্ধির কারণে অর্থনীতি দ্রুত পুনরুদ্ধার হয়েছে।: [16, 1558, 387, 1708]
tender-gov: GOVERNMENT OF THE PEOPLE'S REPUBLIC OF BANGLADESH: [855, 1655, 1408, 1675]
entity-cell-n: 20: [764, 2366, 1011, 2378]
tender-dated: Dated: 08/02/2022: [1420, 1765, 1497, 1776]
tender-cell-n: 9: [764, 1916, 1011, 1929]
headline-growth: চূড়ান্ত হিসাবে গত অর্থবছর প্রবৃদ্ধি হয়েছে ৬ দশমিক ৯৪ শতাংশ: [45, 118, 358, 175]
tender-cell-label: -Opening Tender Document: [1010, 2024, 1257, 2036]
tender-cell-n: [764, 1966, 1011, 1999]
tender-cell-n: 12: [764, 1954, 1011, 1966]
tender-cell-n: 14: [764, 2061, 1011, 2074]
body-income-cont-2: মাথাপিছু আয় বেড়ে ২ হাজার ৫৯১ ডলারে দাঁড়িয়েছে। বাংলাদেশ পরিসংখ্যান ব্যুরো চূড়ান্ত হিসাবে এ তথ্য দিয়েছে। আগের অর্থবছরে মাথাপিছু আয় ছিল ২ হাজার ৩২৬ ডলার। টাকার অঙ্কে মাথাপিছু আয় দাঁড়িয়েছে ২ লাখ ১৯ হাজার ৭৩৮ টাকা। পরিকল্পনামন্ত্রী এম এ মান্নান বলেন, মহামারির মধ্যেও প্রবৃদ্ধির এ ধারা প্রমাণ করে দেশের অর্থনীতির ভিত্তি মজবুত।: [401, 691, 583, 825]
headline-jessore: যশোরে ফেনসিডিল চোরাচালান মামলায় ৩ জনের মৃত্যুদণ্ড: [408, 117, 576, 150]
tender-cell-n: 10: [764, 1929, 1011, 1941]
tender-cell-label: Place/Date/Time for Pre-Tender Meeting: [1010, 2036, 1257, 2049]
body-vote: নির্বাচন কমিশন গঠনে সার্চ কমিটির সঙ্গে বৈঠক শেষে বিশিষ্টজনেরা বলেছেন, আগামী নির্বাচনে রাতের ভোটের মতো ঘটনা প্রতিহত করতে হবে। তাঁরা বলেন, জনগণ যেন নির্বিঘ্নে ভোট দিতে পারে সেই পরিবেশ নিশ্চিত করা নতুন কমিশনের প্রধান চ্যালেঞ্জ। নিরপেক্ষ, সাহসী ও দক্ষ ব্যক্তিদের কমিশনে নিয়োগ দেওয়ার সুপারিশ করেছেন তাঁরা। সার্চ কমিটির সদস্যরা জানিয়েছেন, সব রাজনৈতিক দলের কাছ থেকে প্রস্তাবিত নাম পাওয়ার পর যাচাই-বাছাই করে রাষ্ট্রপতির কাছে সুপারিশ পাঠানো হবে।: [16, 386, 387, 475]
tender-cell-n: 15: [764, 2074, 1011, 2086]
lot-cell-loc: CMSD: [984, 2206, 1273, 2267]
lot-cell-lot: Lot - 1: [781, 2145, 836, 2206]
body-growth-cont-2: চূড়ান্ত হিসাবে গত ২০২০-২১ অর্থবছরে বাংলাদেশের মোট দেশজ উৎপাদন (জিডিপি) প্রবৃদ্ধি হয়েছে ৬ দশমিক ৯৪ শতাংশ সেই সঙ্গে মাথাপিছু আয় বেড়ে ২ হাজার ৫৯১ ডলার হয়েছে। গতকাল বাংলাদেশ পরিসংখ্যান ব্যুরো (বিবিএস) এ তথ্য প্রকাশ করেছে। বিবিএস জানিয়েছে, করোনা মহামারির মধ্যেও অর্থনীতি ঘুরে দাঁড়িয়েছে এবং প্রবৃদ্ধির হার সাময়িক হিসাবের চেয়ে বেশি হয়েছে। সংস্থাটির হিসাবে ২০১৯-২০ অর্থবছরে প্রবৃদ্ধি হয়েছিল ৩ দশমিক ৪৫ শতাংশ। গত অর্থবছরে শিল্প খাতে প্রবৃদ্ধি হয়েছে ১০ দশমিক ২৯ শতাংশ, সেবা খাতে ৫ দশমিক ৭৩ শতাংশ এবং কৃষি খাতে ৩ দশমিক ১৭ শতাংশ। চলতি মূল্যে জিডিপির আকার দাঁড়িয়েছে ৩৫ লাখ ৩০ হাজার ১৮৫ কোটি টাকা। বিবিএস বলছে, রপ্তানি ও রেমিট্যান্সের ইতিবাচক ধারা, সরকারের প্রণোদনা প্যাকেজ এবং অভ্যন্তরীণ চাহিদা বৃদ্ধির কারণে অর্থনীতি দ্রুত পুনরুদ্ধার হয়েছে।: [16, 894, 387, 1043]
body-vote-interview-cont-3: বাংলাদেশ প্রতিদিন : আগামী জাতীয় সংসদ নির্বাচন কেমন হবে বলে আপনি মনে করেন? মাহবুব তালুকদার : নির্বাচনের পরিবেশ নির্ভর করে রাজনৈতিক দলগুলোর সদিচ্ছার ওপর। কমিশন যত শক্তিশালীই হোক না কেন, রাজনৈতিক সমঝোতা ছাড়া অংশগ্রহণমূলক নির্বাচন সম্ভব নয়। ইভিএম ব্যবহার নিয়ে যে আস্থার সংকট তৈরি হয়েছে তা দূর করতে হলে ভোটার ভেরিফায়েবল পেপার অডিট ট্রেইল (VVPAT) যুক্ত করা জরুরি।: [16, 1478, 387, 1551]
body-income-cont: মাথাপিছু আয় বেড়ে ২ হাজার ৫৯১ ডলারে দাঁড়িয়েছে। বাংলাদেশ পরিসংখ্যান ব্যুরো চূড়ান্ত হিসাবে এ তথ্য দিয়েছে। আগের অর্থবছরে মাথাপিছু আয় ছিল ২ হাজার ৩২৬ ডলার। টাকার অঙ্কে মাথাপিছু আয় দাঁড়িয়েছে ২ লাখ ১৯ হাজার ৭৩৮ টাকা। পরিকল্পনামন্ত্রী এম এ মান্নান বলেন, মহামারির মধ্যেও প্রবৃদ্ধির এ ধারা প্রমাণ করে দেশের অর্থনীতির ভিত্তি মজবুত।: [401, 550, 583, 685]
body-vitamin-cont: দেশে বিটুমিন উৎপাদনকারী প্রতিষ্ঠানগুলো বলছে, মানহীন আমদানিকৃত বিটুমিনের কারণে সড়কের স্থায়িত্ব কমে যাচ্ছে। তারা বিটুমিন আমদানিতে শুল্ক বাড়ানো এবং দেশীয় শিল্পকে সুরক্ষা দেওয়ার দাবি জানিয়েছে। ব্যবসায়ীরা জানান, দেশে বর্তমানে বছরে প্রায় ছয় লাখ টন বিটুমিনের চাহিদা রয়েছে। এর বড় অংশই আমদানি করতে হয়। ইস্টার্ন রিফাইনারি লিমিটেড দেশীয় চাহিদার একটি অংশ পূরণ করে। সংশ্লিষ্টরা বলছেন, মানসম্পন্ন বিটুমিন ব্যবহার নিশ্চিত করা গেলে সড়ক রক্ষণাবেক্ষণে বিপুল অর্থ সাশ্রয় হবে। জ্বালানি ও খনিজ সম্পদ বিভাগ জানিয়েছে, নতুন রিফাইনারি স্থাপনের পরিকল্পনা রয়েছে। বিটুমিন শিল্পের উন্নয়নে সরকার নীতিগত সহায়তা দেবে বলে জানিয়েছেন সংশ্লিষ্ট কর্মকর্তারা।: [1137, 458, 1507, 578]
section-name: খবর: [1293, 45, 1368, 94]
tender-cell-value: 28/03/2022 11:00 AM: [1257, 1929, 1503, 1941]
lot-cell-comp: 12 weeks following the date of contract signature, or the date of opening L/C, or the date of confirmation of the L/C.: [1382, 2145, 1504, 2206]
tender-row: [764, 1891, 1503, 1904]
entity-cell-value: 30, Shahid Taj Uddin Ahmed Sharani, Tejgaon, Dhaka.: [1257, 2366, 1503, 2378]
column-rule: [1129, 117, 1130, 1640]
body-income: মাথাপিছু আয় বেড়ে ২ হাজার ৫৯১ ডলারে দাঁড়িয়েছে। বাংলাদেশ পরিসংখ্যান ব্যুরো চূড়ান্ত হিসাবে এ তথ্য দিয়েছে। আগের অর্থবছরে মাথাপিছু আয় ছিল ২ হাজার ৩২৬ ডলার। টাকার অঙ্কে মাথাপিছু আয় দাঁড়িয়েছে ২ লাখ ১৯ হাজার ৭৩৮ টাকা। পরিকল্পনামন্ত্রী এম এ মান্নান বলেন, মহামারির মধ্যেও প্রবৃদ্ধির এ ধারা প্রমাণ করে দেশের অর্থনীতির ভিত্তি মজবুত।: [401, 409, 583, 543]
tender-section-head: PARTICULAR INFORMATION: [764, 1841, 1503, 1854]
tender-cell-value: As per technical Specification: [1257, 2086, 1503, 2099]
lot-row: [764, 2267, 1504, 2328]
tender-cell-value: Procurement of "Radiology Equipment": [1257, 2074, 1503, 2086]
headline-bangabandhu: বঙ্গবন্ধুর প্রতিকৃতিতে কমিউনিটি ক্লিনিক ট্রাস্ট নতুন কমিটির শ্রদ্ধা: [994, 117, 1118, 166]
body-judges-cont: নির্বাচন কমিশন গঠনে সার্চ কমিটির কাছে জমা পড়া নামের তালিকায় বেশ কয়েকজন সাবেক বিচারপতির নাম রয়েছে। এ ছাড়া সাবেক সচিব, শিক্ষাবিদ ও সাবেক নির্বাচন কমিশনারের নামও প্রস্তাব করা হয়েছে। মন্ত্রিপরিষদ বিভাগ জানিয়েছে, মোট ৩২২ জনের নাম পাওয়া গেছে। সার্চ কমিটি এসব নাম যাচাই-বাছাই করে ১০ জনের একটি সংক্ষিপ্ত তালিকা রাষ্ট্রপতির কাছে পাঠাবে।: [595, 1085, 973, 1159]
tender-cell-value: Develoment Budget Aid Grant / Credit: [1257, 1816, 1503, 1829]
tender-section-head: INFORMATION FOR TENDERER: [764, 2049, 1503, 2061]
headline-correction: সংশোধনী: [453, 842, 531, 867]
byline-bangabandhu: নিজস্ব প্রতিবেদক: [987, 174, 1061, 187]
article-bangabandhu: [987, 117, 1125, 1640]
lot-table: [763, 2121, 1504, 2328]
tender-cell-value: [1257, 1829, 1503, 1841]
lot-cell-sec: BDT 10,00,000 or USD 11,750 or equivalent amount in freely convertible currency.: [1273, 2145, 1382, 2206]
tender-cell-n: 3: [764, 1829, 1011, 1841]
body-country-cont-2: প্রধানমন্ত্রী শেখ হাসিনা বলেছেন, আওয়ামী লীগ সরকার গত তেরো বছরে দেশকে বদলে দিয়েছে। আজ বাংলাদেশ উন্নয়নের রোল মডেল। করোনা মহামারির মধ্যেও আমরা অর্থনীতির চাকা সচল রেখেছি। তিনি বলেন, পদ্মা সেতু, মেট্রোরেল, কর্ণফুলী টানেলসহ মেগা প্রকল্পগুলো দ্রুত এগিয়ে চলছে। দেশের প্রতিটি মানুষের ঘরে বিদ্যুৎ পৌঁছে গেছে। গৃহহীন মানুষকে ঘর দেওয়া হচ্ছে। ২০৪১ সালের মধ্যে উন্নত-সমৃদ্ধ বাংলাদেশ গড়ে তোলাই সরকারের লক্ষ্য।: [595, 760, 973, 849]
body-country: প্রধানমন্ত্রী শেখ হাসিনা বলেছেন, আওয়ামী লীগ সরকার গত তেরো বছরে দেশকে বদলে দিয়েছে। আজ বাংলাদেশ উন্নয়নের রোল মডেল। করোনা মহামারির মধ্যেও আমরা অর্থনীতির চাকা সচল রেখেছি। তিনি বলেন, পদ্মা সেতু, মেট্রোরেল, কর্ণফুলী টানেলসহ মেগা প্রকল্পগুলো দ্রুত এগিয়ে চলছে। দেশের প্রতিটি মানুষের ঘরে বিদ্যুৎ পৌঁছে গেছে। গৃহহীন মানুষকে ঘর দেওয়া হচ্ছে। ২০৪১ সালের মধ্যে উন্নত-সমৃদ্ধ বাংলাদেশ গড়ে তোলাই সরকারের লক্ষ্য।: [595, 568, 973, 657]
body-vitamin-cont-3: দেশে বিটুমিন উৎপাদনকারী প্রতিষ্ঠানগুলো বলছে, মানহীন আমদানিকৃত বিটুমিনের কারণে সড়কের স্থায়িত্ব কমে যাচ্ছে। তারা বিটুমিন আমদানিতে শুল্ক বাড়ানো এবং দেশীয় শিল্পকে সুরক্ষা দেওয়ার দাবি জানিয়েছে। ব্যবসায়ীরা জানান, দেশে বর্তমানে বছরে প্রায় ছয় লাখ টন বিটুমিনের চাহিদা রয়েছে। এর বড় অংশই আমদানি করতে হয়। ইস্টার্ন রিফাইনারি লিমিটেড দেশীয় চাহিদার একটি অংশ পূরণ করে। সংশ্লিষ্টরা বলছেন, মানসম্পন্ন বিটুমিন ব্যবহার নিশ্চিত করা গেলে সড়ক রক্ষণাবেক্ষণে বিপুল অর্থ সাশ্রয় হবে। জ্বালানি ও খনিজ সম্পদ বিভাগ জানিয়েছে, নতুন রিফাইনারি স্থাপনের পরিকল্পনা রয়েছে। বিটুমিন শিল্পের উন্নয়নে সরকার নীতিগত সহায়তা দেবে বলে জানিয়েছেন সংশ্লিষ্ট কর্মকর্তারা।: [1137, 711, 1507, 829]
lot-cell-lot: Lot - 2: [781, 2206, 836, 2267]
tender-cell-label: Development Partner: [1010, 1829, 1257, 1841]
column-rule: [981, 117, 982, 1640]
tender-row: [764, 2024, 1503, 2036]
headline-income: মাথাপিছু আয়: [437, 374, 547, 398]
tender-cell-n: 6: [764, 1879, 1011, 1891]
tender-row: [764, 1966, 1503, 1999]
entity-row: [764, 2353, 1503, 2366]
entity-head-row: [764, 2328, 1503, 2341]
tender-cell-n: [764, 2011, 1011, 2024]
entity-row: [764, 2341, 1503, 2353]
tender-row: [764, 2011, 1503, 2024]
byline-growth: নিজস্ব প্রতিবেদক: [16, 183, 89, 196]
tender-cell-label: -Selling Tender Document Others: [1010, 1999, 1257, 2011]
column-rule: [394, 117, 395, 2296]
tender-director: Director(CMSD): [1073, 1676, 1190, 1694]
lot-header-ident: Identification: [836, 2122, 984, 2145]
entity-cell-label: Contact details of Official Inviting Tender: [1010, 2378, 1257, 2391]
tender-cell-label: Tender Document Price: [1010, 2099, 1257, 2121]
entity-cell-value: (Joint Secretary) Director, CMSD: [1257, 2353, 1503, 2366]
entity-cell-n: 18: [764, 2341, 1011, 2353]
lot-cell-ident: Procurement of "Radiology Equipment": [836, 2145, 984, 2206]
